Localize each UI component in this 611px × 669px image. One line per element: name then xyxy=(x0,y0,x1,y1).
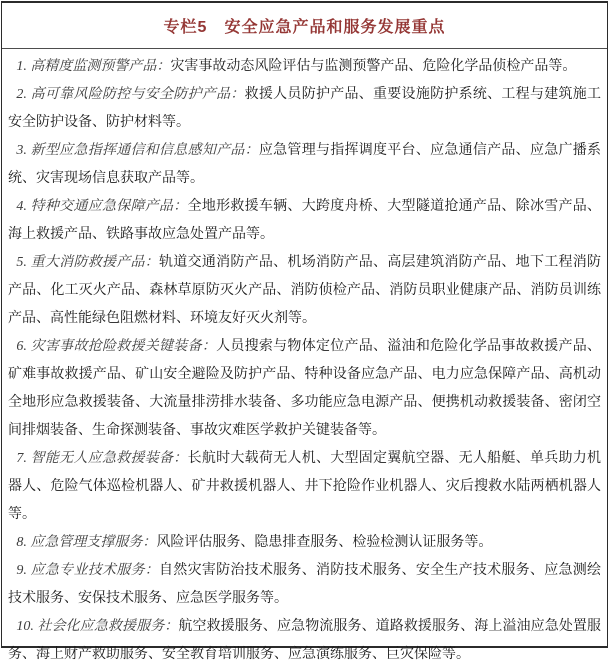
item-body: 长航时大载荷无人机、大型固定翼航空器、无人船艇、单兵助力机器人、危险气体巡检机器人、矿井救援机器人、井下抢险作业机器人、灾后搜救水陆两栖机器人等。 xyxy=(8,451,602,522)
item-body: 全地形救援车辆、大跨度舟桥、大型隧道抢通产品、除冰雪产品、海上救援产品、铁路事故应急处置产品等。 xyxy=(8,199,602,242)
item-body: 轨道交通消防产品、机场消防产品、高层建筑消防产品、地下工程消防产品、化工灭火产品、森林草原防灭火产品、消防侦检产品、消防员职业健康产品、消防员训练产品、高性能绿色阻燃材料、环境友好灭火剂等。 xyxy=(8,255,602,326)
list-item xyxy=(8,53,601,81)
item-body: 灾害事故动态风险评估与监测预警产品、危险化学品侦检产品等。 xyxy=(170,59,577,74)
item-body: 风险评估服务、隐患排查服务、检验检测认证服务等。 xyxy=(156,535,493,550)
item-label: 10. 社会化应急救援服务： xyxy=(16,619,179,634)
list-item xyxy=(8,333,601,445)
list-item xyxy=(8,81,601,137)
item-body: 应急管理与指挥调度平台、应急通信产品、应急广播系统、灾害现场信息获取产品等。 xyxy=(8,143,602,186)
item-label: 3. 新型应急指挥通信和信息感知产品： xyxy=(16,143,259,158)
item-label: 8. 应急管理支撑服务： xyxy=(16,535,157,550)
list-item xyxy=(8,557,601,613)
item-label: 1. 高精度监测预警产品： xyxy=(16,59,171,74)
item-body: 人员搜索与物体定位产品、溢油和危险化学品事故救援产品、矿难事故救援产品、矿山安全避险及防护产品、特种设备应急产品、电力应急保障产品、高机动全地形应急救援装备、大流量排涝排水装备、多功能应急电源产品、便携机动救援装备、密闭空间排烟装备、生命探测装备、事故灾难医学救护关键装备等。 xyxy=(8,339,602,438)
list-item xyxy=(8,445,601,529)
column-box-content xyxy=(2,49,607,669)
column-box-header xyxy=(2,3,607,49)
list-item xyxy=(8,137,601,193)
list-item xyxy=(8,613,601,669)
page-title: 专栏5 安全应急产品和服务发展重点 xyxy=(163,19,446,36)
column-box xyxy=(1,1,608,662)
item-label: 7. 智能无人应急救援装备： xyxy=(16,451,188,466)
item-label: 2. 高可靠风险防控与安全防护产品： xyxy=(16,87,245,102)
item-body: 航空救援服务、应急物流服务、道路救援服务、海上溢油应急处置服务、海上财产救助服务、安全教育培训服务、应急演练服务、巨灾保险等。 xyxy=(8,619,602,662)
item-label: 6. 灾害事故抢险救援关键装备： xyxy=(16,339,217,354)
item-label: 4. 特种交通应急保障产品： xyxy=(16,199,188,214)
item-body: 救援人员防护产品、重要设施防护系统、工程与建筑施工安全防护设备、防护材料等。 xyxy=(8,87,602,130)
item-body: 自然灾害防治技术服务、消防技术服务、安全生产技术服务、应急测绘技术服务、安保技术服务、应急医学服务等。 xyxy=(8,563,602,606)
list-item xyxy=(8,249,601,333)
item-label: 5. 重大消防救援产品： xyxy=(16,255,160,270)
item-label: 9. 应急专业技术服务： xyxy=(16,563,160,578)
list-item xyxy=(8,529,601,557)
list-item xyxy=(8,193,601,249)
